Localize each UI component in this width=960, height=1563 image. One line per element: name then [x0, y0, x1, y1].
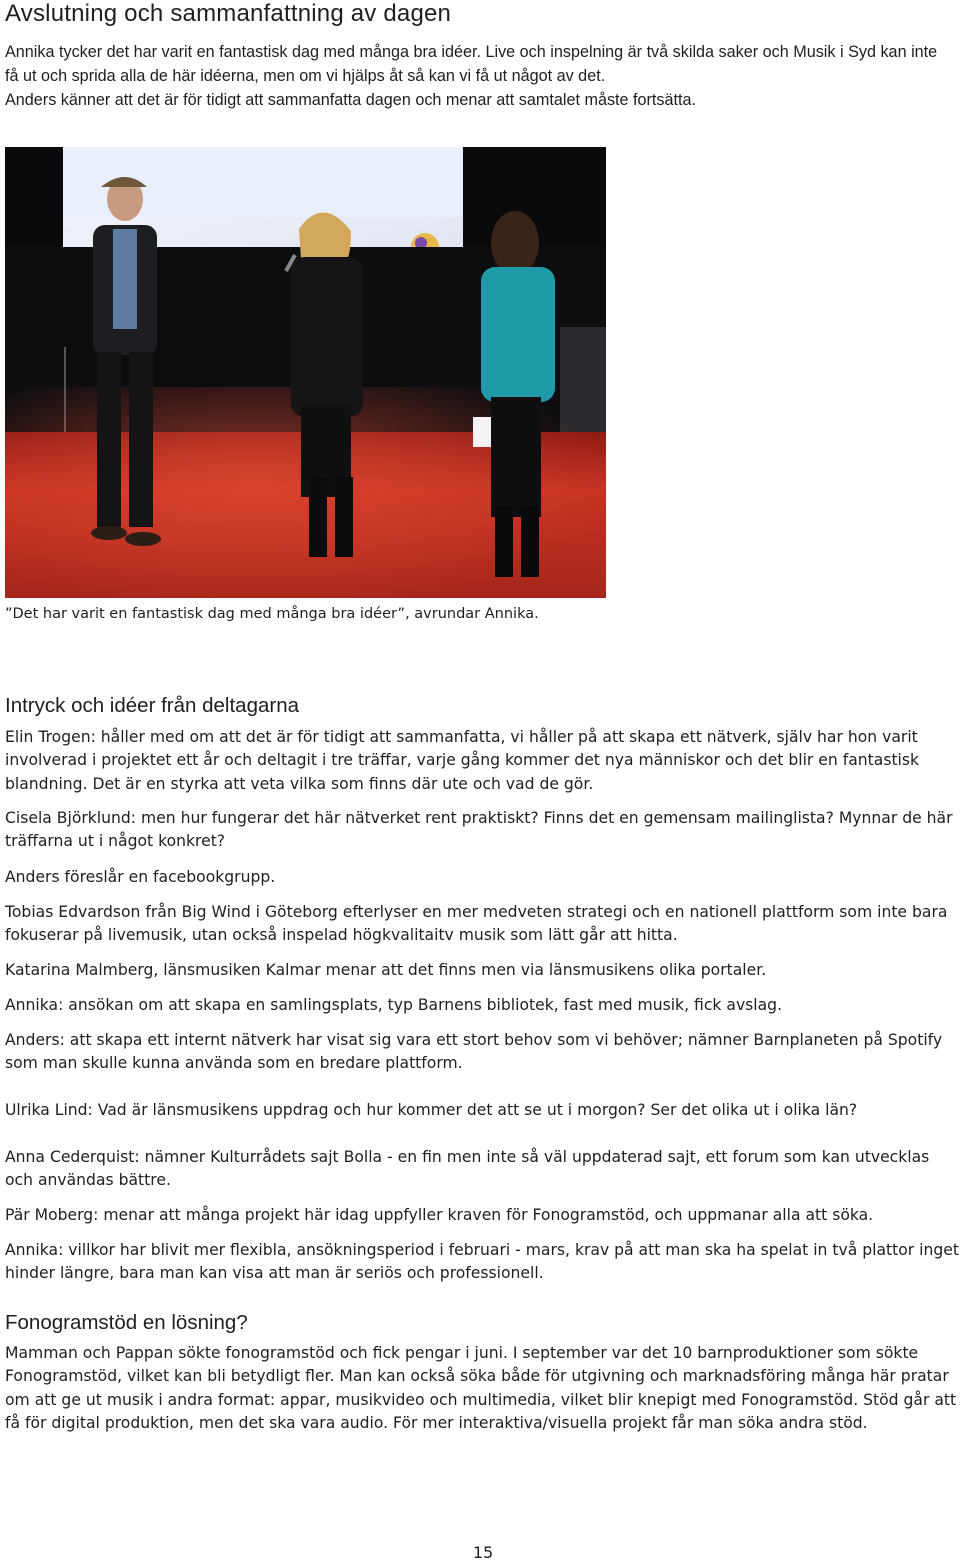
paragraph: Annika: ansökan om att skapa en samlingsplats, typ Barnens bibliotek, fast med musik, fick avslag. [5, 996, 783, 1014]
intro-paragraph: Anders känner att det är för tidigt att sammanfatta dagen och menar att samtalet måste fortsätta. [5, 91, 697, 109]
photo-caption: ”Det har varit en fantastisk dag med många bra idéer”, avrundar Annika. [5, 606, 539, 622]
paragraph: Katarina Malmberg, länsmusiken Kalmar menar att det finns men via länsmusikens olika portaler. [5, 961, 767, 979]
stage-photo [5, 147, 606, 598]
paragraph: Annika: villkor har blivit mer flexibla, ansökningsperiod i februari - mars, krav på att man ska ha spelat in två plattor inget hinder längre, bara man kan visa att man är seriös och professionell. [5, 1241, 959, 1283]
section-heading: Intryck och idéer från deltagarna [5, 694, 299, 717]
paragraph: Cisela Björklund: men hur fungerar det här nätverket rent praktiskt? Finns det en gemensam mailinglista? Mynnar de här träffarna ut i något konkret? [5, 809, 953, 851]
paragraph: Anders: att skapa ett internt nätverk har visat sig vara ett stort behov som vi behöver; nämner Barnplaneten på Spotify som man skulle kunna använda som en bredare plattform. [5, 1031, 943, 1073]
paragraph: Tobias Edvardson från Big Wind i Göteborg efterlyser en mer medveten strategi och en nationell plattform som inte bara fokuserar på livemusik, utan också inspelad högkvalitaitv musik som lätt går att hitta. [5, 903, 948, 945]
page-number: 15 [472, 1543, 494, 1562]
paragraph: Ulrika Lind: Vad är länsmusikens uppdrag och hur kommer det att se ut i morgon? Ser det olika ut i olika län? [5, 1101, 858, 1119]
paragraph: Elin Trogen: håller med om att det är för tidigt att sammanfatta, vi håller på att skapa ett nätverk, själv har hon varit involverad i projektet ett år och deltagit i tre träffar, varje gång kommer det nya människor och det blir en fantastisk blandning. Det är en styrka att veta vilka som finns där ute och vad de gör. [5, 728, 920, 793]
intro-paragraph: Annika tycker det har varit en fantastisk dag med många bra idéer. Live och inspelning är två skilda saker och Musik i Syd kan inte få ut och sprida alla de här idéerna, men om vi hjälps åt så kan vi få ut något av det. [5, 43, 938, 85]
section-heading: Fonogramstöd en lösning? [5, 1311, 248, 1334]
intro-text [5, 40, 955, 112]
page-title: Avslutning och sammanfattning av dagen [5, 0, 452, 27]
paragraph: Mamman och Pappan sökte fonogramstöd och fick pengar i juni. I september var det 10 barnproduktioner som sökte Fonogramstöd, vilket kan bli betydligt fler. Man kan också söka både för utgivning och marknadsföring många här pratar om att ge ut musik i andra format: appar, musikvideo och multimedia, vilket blir knepigt med Fonogramstöd. Stöd går att få för digital produktion, men det ska vara audio. För mer interaktiva/visuella projekt får man söka andra stöd. [5, 1344, 957, 1432]
paragraph: Anna Cederquist: nämner Kulturrådets sajt Bolla - en fin men inte så väl uppdaterad sajt, ett forum som kan utvecklas och användas bättre. [5, 1148, 930, 1190]
paragraph: Pär Moberg: menar att många projekt här idag uppfyller kraven för Fonogramstöd, och uppmanar alla att söka. [5, 1206, 874, 1224]
paragraph: Anders föreslår en facebookgrupp. [5, 868, 276, 886]
